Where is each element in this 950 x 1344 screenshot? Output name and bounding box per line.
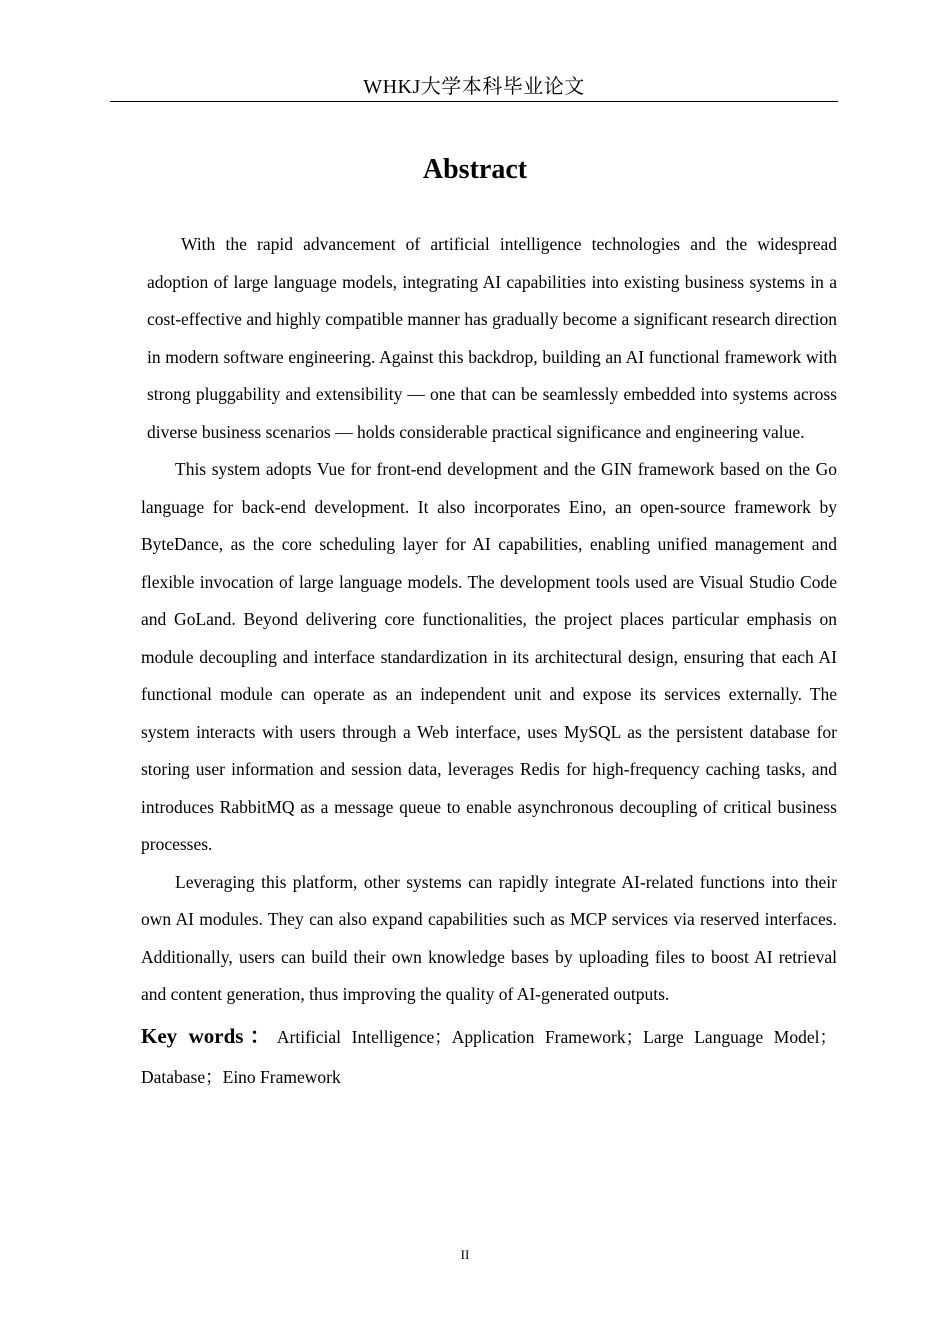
abstract-paragraph-2: This system adopts Vue for front-end development and the GIN framework based on the Go language for back-end development. It also incorporates Eino, an open-source framework by ByteDance, as the core scheduling layer for AI capabilities, enabling unified management and flexible invocation of large language models. The development tools used are Visual Studio Code and GoLand. Beyond delivering core functionalities, the project places particular emphasis on module decoupling and interface standardization in its architectural design, ensuring that each AI functional module can operate as an independent unit and expose its services externally. The system interacts with users through a Web interface, uses MySQL as the persistent database for storing user information and session data, leverages Redis for high-frequency caching tasks, and introduces RabbitMQ as a message queue to enable asynchronous decoupling of critical business processes. (141, 459, 837, 854)
header-divider (110, 101, 838, 102)
abstract-heading: Abstract (422, 154, 528, 185)
abstract-paragraph-1: With the rapid advancement of artificial intelligence technologies and the widespread adoption of large language models, integrating AI capabilities into existing business systems in a cost-effective and highly compatible manner has gradually become a significant research direction in modern software engineering. Against this backdrop, building an AI functional framework with strong pluggability and extensibility — one that can be seamlessly embedded into systems across diverse business scenarios — holds considerable practical significance and engineering value. (147, 234, 837, 442)
abstract-body (141, 226, 837, 1097)
keywords-line (141, 1016, 837, 1097)
page-header: WHKJ大学本科毕业论文 (363, 76, 585, 98)
abstract-paragraph-3: Leveraging this platform, other systems can rapidly integrate AI-related functions into their own AI modules. They can also expand capabilities such as MCP services via reserved interfaces. Additionally, users can build their own knowledge bases by uploading files to boost AI retrieval and content generation, thus improving the quality of AI-generated outputs. (141, 871, 837, 1004)
keywords-value: Artificial Intelligence；Application Framework；Large Language Model；Database；Eino Framework (141, 1026, 837, 1087)
page-number: II (460, 1247, 470, 1262)
keywords-label: Key words： (141, 1023, 277, 1048)
